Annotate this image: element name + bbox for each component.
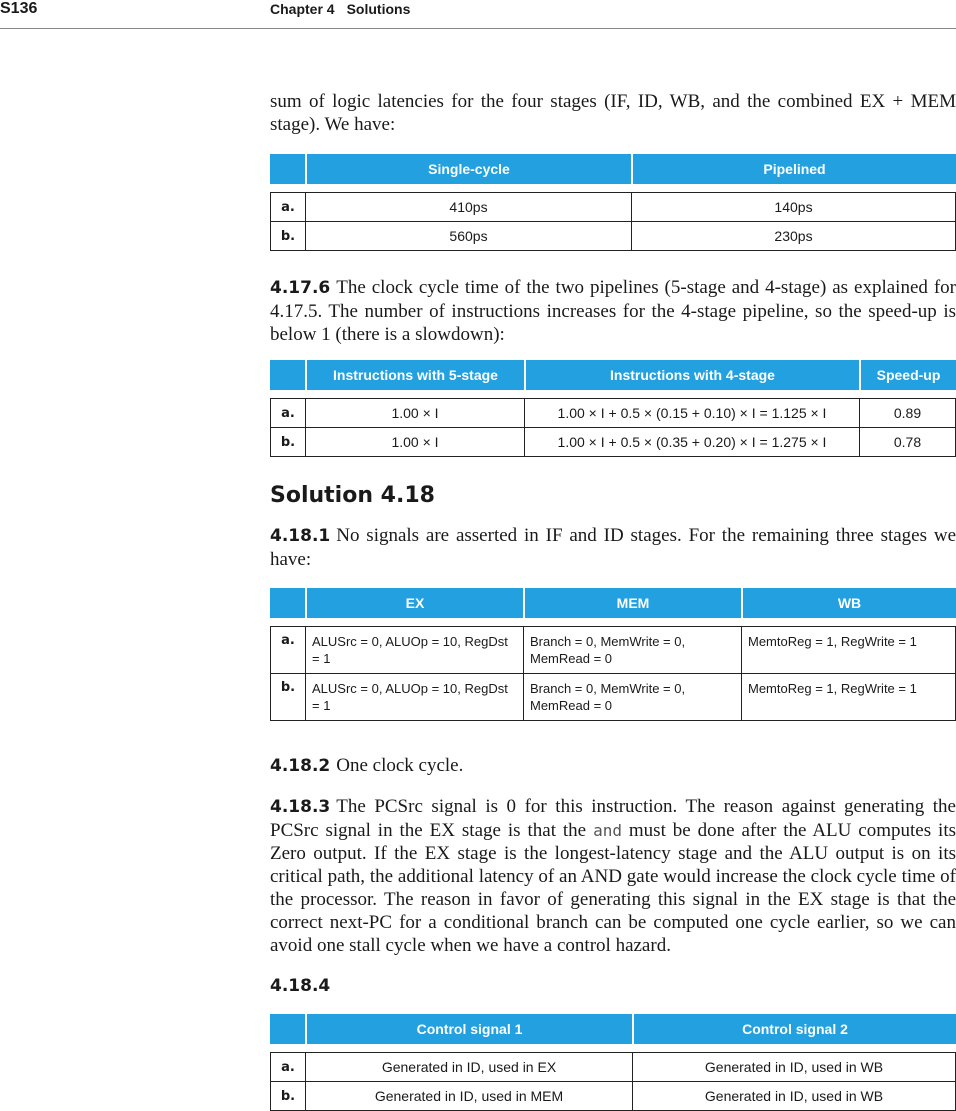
- header-cell: Control signal 2: [632, 1014, 956, 1044]
- table-cell: 560ps: [305, 221, 631, 251]
- row-label: b.: [270, 427, 305, 457]
- table-cell: 1.00 × I: [305, 427, 524, 457]
- header-cell: EX: [305, 588, 523, 618]
- header-blank: [270, 588, 305, 618]
- para-4-17-6: [270, 276, 956, 346]
- table-header-row: [270, 1014, 956, 1044]
- header-cell: Speed-up: [859, 360, 956, 390]
- header-blank: [270, 360, 305, 390]
- table-row: [270, 192, 956, 221]
- table-header-row: [270, 154, 956, 184]
- header-cell: MEM: [523, 588, 741, 618]
- row-label: a.: [270, 626, 305, 673]
- para-text: must be done after the ALU computes its Zero output. If the EX stage is the longest-latency stage and the ALU output is on its critical path, the additional latency of an AND gate would increase the clock cycle time of the processor. The reason in favor of generating this signal in the EX stage is that the correct next-PC for a conditional branch can be computed one cycle earlier, so we can avoid one stall cycle when we have a control hazard.: [270, 820, 956, 956]
- para-4-18-1: [270, 524, 956, 571]
- header-cell: Instructions with 5-stage: [305, 360, 524, 390]
- table-header-row: [270, 588, 956, 618]
- speedup-table: [270, 360, 956, 457]
- para-text: One clock cycle.: [336, 755, 464, 776]
- header-blank: [270, 154, 305, 184]
- table-cell: 0.89: [859, 398, 956, 427]
- para-4-18-3: [270, 795, 956, 957]
- table-cell: Branch = 0, MemWrite = 0, MemRead = 0: [523, 673, 741, 721]
- header-cell: WB: [741, 588, 956, 618]
- table-cell: 230ps: [631, 221, 956, 251]
- row-label: b.: [270, 1081, 305, 1111]
- table-cell: ALUSrc = 0, ALUOp = 10, RegDst = 1: [305, 626, 523, 673]
- para-4-18-2: [270, 754, 956, 778]
- para-text: The PCSrc signal is 0 for this instruction. The reason against generating the PCSrc signal in the EX stage is that the: [270, 796, 956, 841]
- header-cell: Control signal 1: [305, 1014, 632, 1044]
- header-blank: [270, 1014, 305, 1044]
- table-cell: 0.78: [859, 427, 956, 457]
- table-cell: MemtoReg = 1, RegWrite = 1: [741, 626, 956, 673]
- chapter-label: Chapter 4: [270, 1, 335, 17]
- para-text: No signals are asserted in IF and ID stages. For the remaining three stages we have:: [270, 525, 956, 570]
- table-cell: Generated in ID, used in WB: [632, 1081, 956, 1111]
- table-row: [270, 1081, 956, 1111]
- table-cell: Generated in ID, used in EX: [305, 1052, 632, 1081]
- table-row: [270, 398, 956, 427]
- control-signal-stage-table: [270, 1014, 956, 1111]
- section-number: 4.18.3: [270, 797, 331, 817]
- code-and: and: [593, 821, 622, 840]
- table-cell: 410ps: [305, 192, 631, 221]
- table-cell: ALUSrc = 0, ALUOp = 10, RegDst = 1: [305, 673, 523, 721]
- table-row: [270, 427, 956, 457]
- para-text: The clock cycle time of the two pipelines (5-stage and 4-stage) as explained for 4.17.5. The number of instructions increases for the 4-stage pipeline, so the speed-up is below 1 (there is a slowdown):: [270, 277, 956, 345]
- solution-heading: Solution 4.18: [270, 483, 435, 508]
- running-head: [270, 1, 410, 17]
- control-signals-table: [270, 588, 956, 721]
- header-cell: Single-cycle: [305, 154, 631, 184]
- row-label: a.: [270, 1052, 305, 1081]
- section-number: 4.18.1: [270, 526, 331, 546]
- row-label: b.: [270, 673, 305, 721]
- table-cell: 140ps: [631, 192, 956, 221]
- table-row: [270, 1052, 956, 1081]
- section-number: 4.18.2: [270, 756, 331, 776]
- section-4-18-4-label: 4.18.4: [270, 976, 331, 996]
- table-row: [270, 221, 956, 251]
- page-header: [0, 0, 956, 29]
- table-cell: Generated in ID, used in WB: [632, 1052, 956, 1081]
- header-cell: Instructions with 4-stage: [524, 360, 859, 390]
- table-row: [270, 673, 956, 721]
- table-cell: 1.00 × I: [305, 398, 524, 427]
- row-label: a.: [270, 398, 305, 427]
- intro-paragraph: sum of logic latencies for the four stages (IF, ID, WB, and the combined EX + MEM stage). We have:: [270, 91, 956, 135]
- table-header-row: [270, 360, 956, 390]
- table-cell: 1.00 × I + 0.5 × (0.35 + 0.20) × I = 1.275 × I: [524, 427, 859, 457]
- table-cell: Branch = 0, MemWrite = 0, MemRead = 0: [523, 626, 741, 673]
- table-cell: 1.00 × I + 0.5 × (0.15 + 0.10) × I = 1.125 × I: [524, 398, 859, 427]
- table-cell: MemtoReg = 1, RegWrite = 1: [741, 673, 956, 721]
- section-label: Solutions: [346, 1, 411, 17]
- page-number: S136: [0, 0, 38, 17]
- header-cell: Pipelined: [631, 154, 956, 184]
- section-number: 4.17.6: [270, 278, 331, 298]
- row-label: b.: [270, 221, 305, 251]
- latency-table: [270, 154, 956, 251]
- table-row: [270, 626, 956, 673]
- row-label: a.: [270, 192, 305, 221]
- table-cell: Generated in ID, used in MEM: [305, 1081, 632, 1111]
